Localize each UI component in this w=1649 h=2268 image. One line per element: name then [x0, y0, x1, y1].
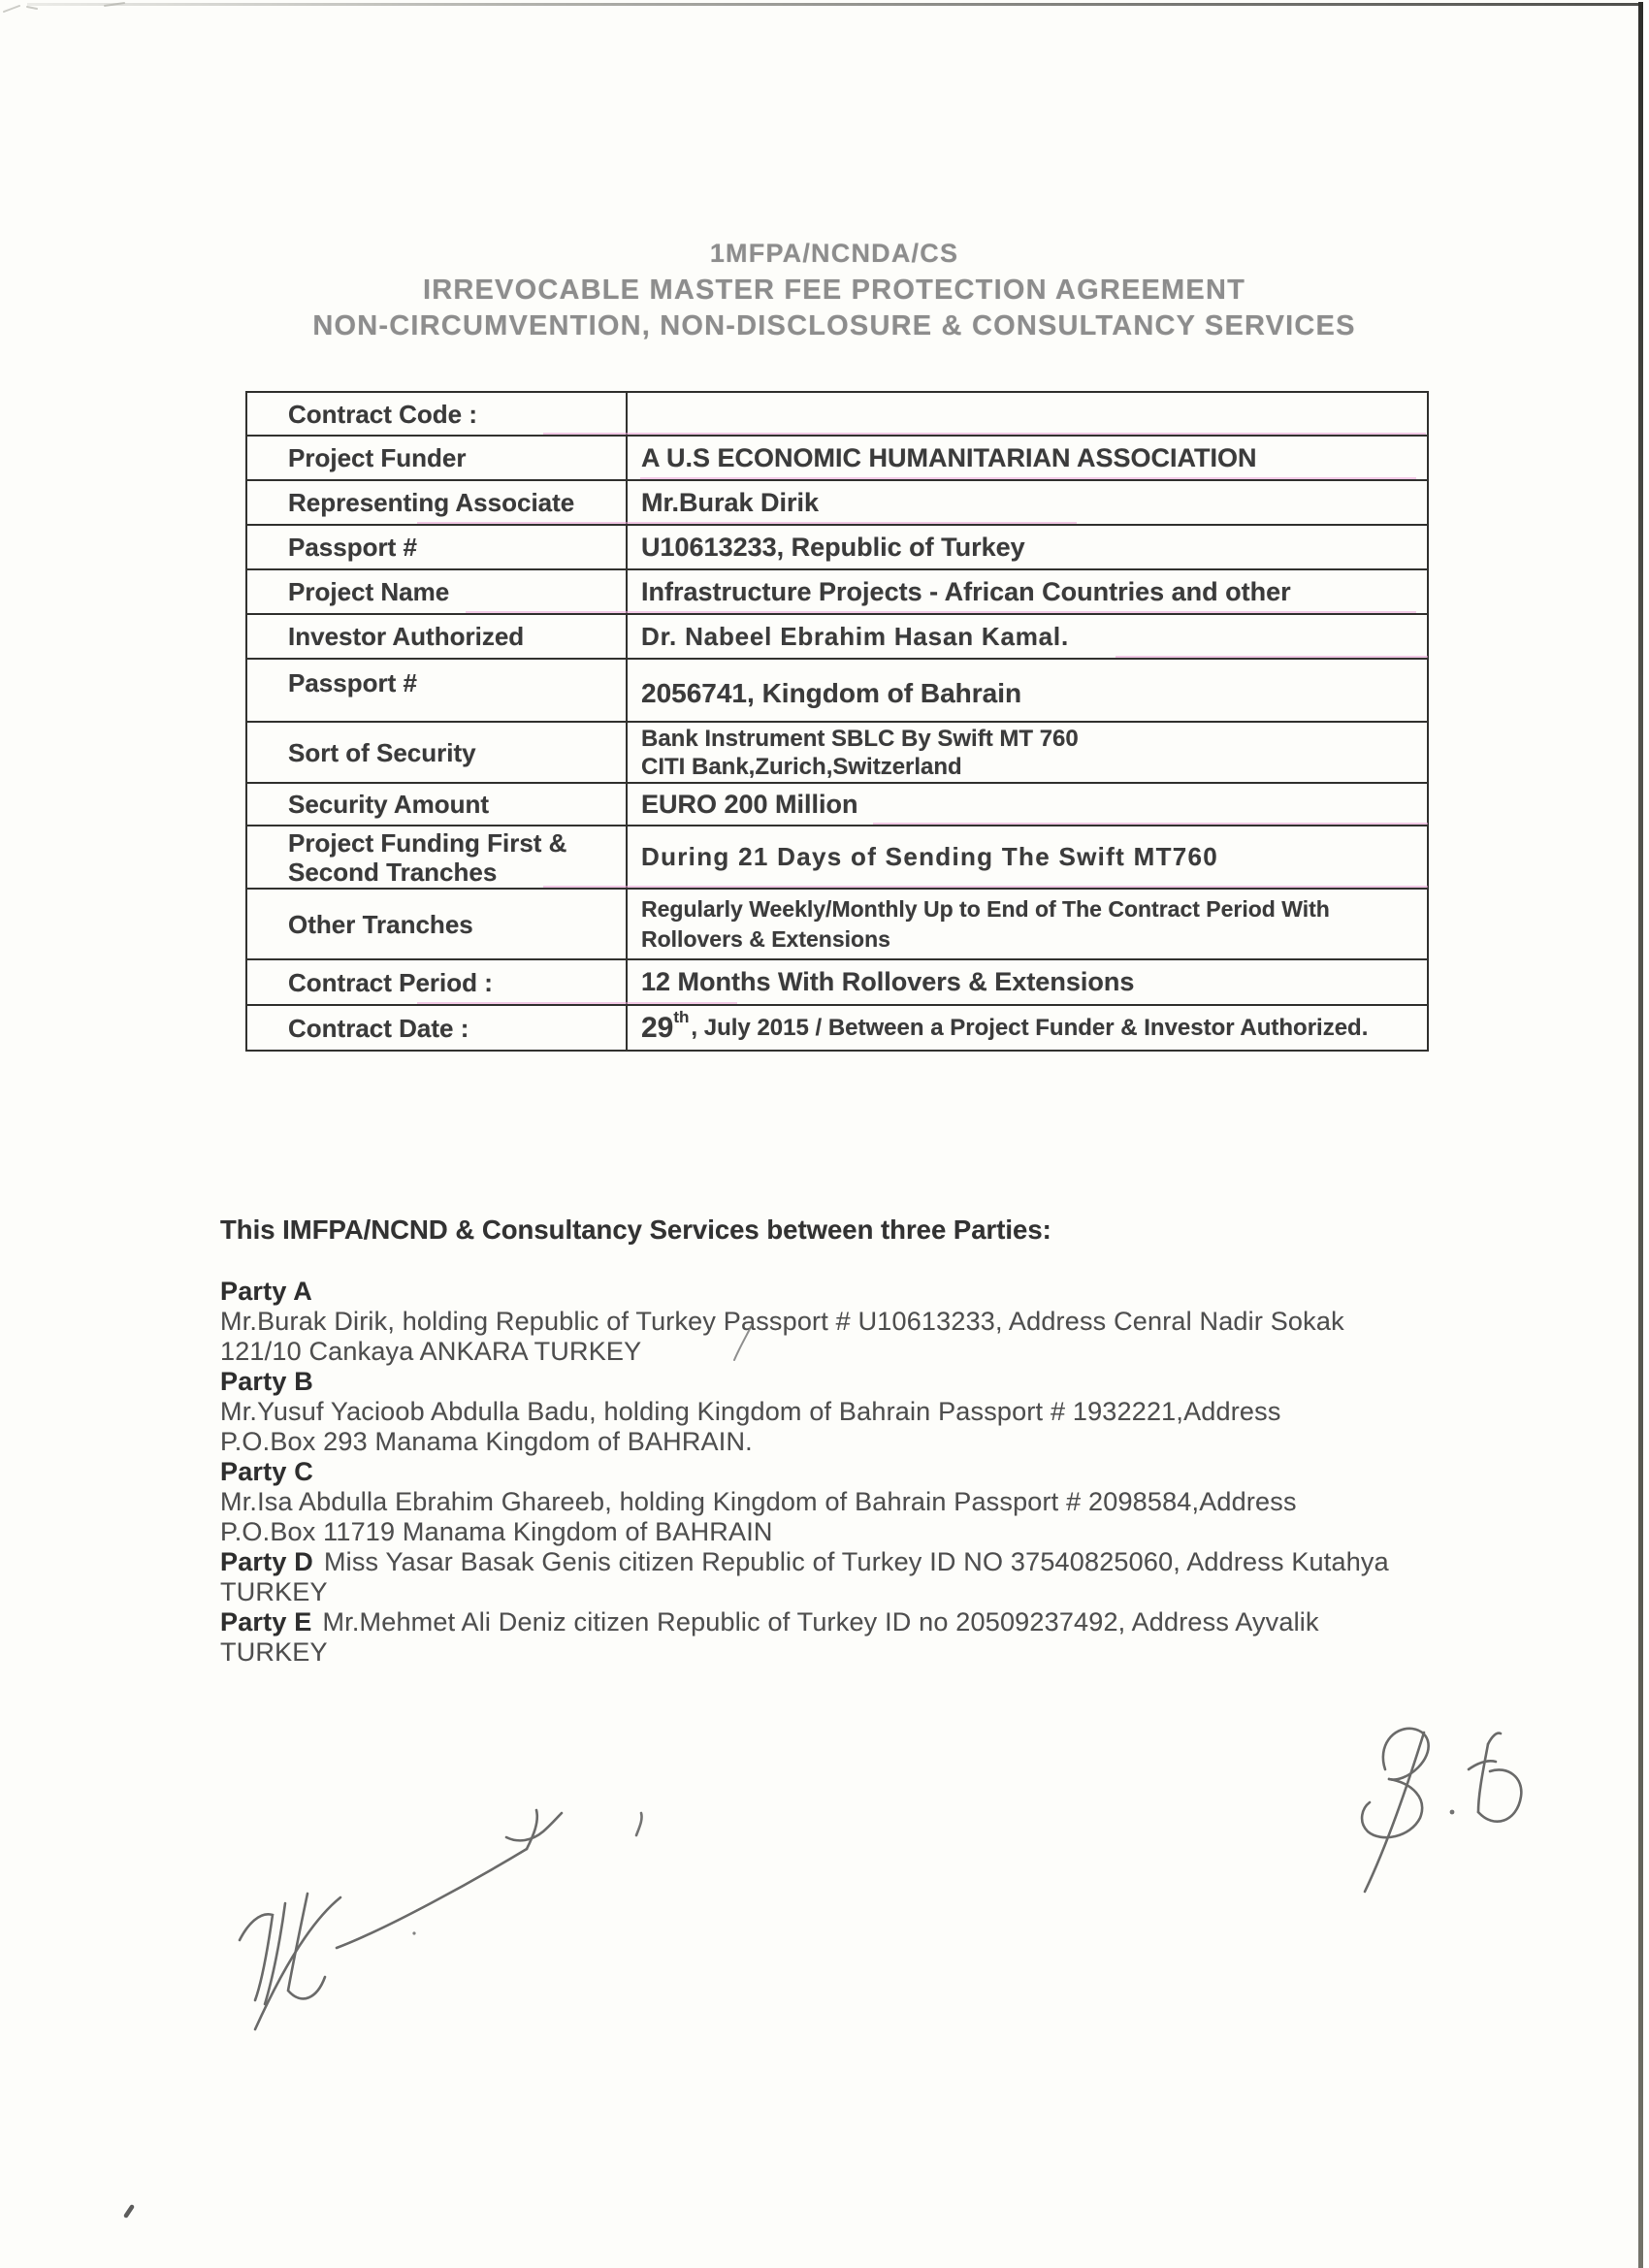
document-subtitle: NON-CIRCUMVENTION, NON-DISCLOSURE & CONSULTANCY SERVICES — [312, 310, 1356, 341]
party-d-text: Miss Yasar Basak Genis citizen Republic of Turkey ID NO 37540825060, Address Kutahya — [323, 1547, 1389, 1576]
party-c-line1: Mr.Isa Abdulla Ebrahim Ghareeb, holding Kingdom of Bahrain Passport # 2098584,Address — [220, 1487, 1297, 1516]
party-b-label: Party B — [220, 1367, 313, 1396]
contract-date-day: 29 — [641, 1011, 674, 1044]
row-label: Contract Code : — [247, 393, 628, 435]
party-b-line2: P.O.Box 293 Manama Kingdom of BAHRAIN. — [220, 1427, 753, 1456]
row-value — [628, 890, 1427, 958]
row-label: Contract Date : — [247, 1006, 628, 1050]
row-value-line2: Rollovers & Extensions — [641, 925, 890, 952]
row-value-line1: Bank Instrument SBLC By Swift MT 760 — [641, 725, 1079, 752]
contract-date-rest: , July 2015 / Between a Project Funder & Investor Authorized. — [691, 1014, 1369, 1041]
table-row — [247, 1006, 1427, 1050]
row-label: Representing Associate — [247, 481, 628, 524]
row-label: Passport # — [247, 660, 628, 721]
row-label-line2: Second Tranches — [288, 857, 498, 887]
row-value-line2: CITI Bank,Zurich,Switzerland — [641, 753, 962, 780]
row-value: During 21 Days of Sending The Swift MT760 — [641, 842, 1219, 871]
row-value: Dr. Nabeel Ebrahim Hasan Kamal. — [641, 621, 1069, 651]
table-row — [247, 615, 1427, 660]
document-title: IRREVOCABLE MASTER FEE PROTECTION AGREEMENT — [422, 275, 1246, 306]
row-label: Project Name — [247, 570, 628, 613]
party-a-line2: 121/10 Cankaya ANKARA TURKEY — [220, 1337, 642, 1366]
party-d-line1 — [220, 1547, 1462, 1577]
row-value: 12 Months With Rollovers & Extensions — [641, 967, 1135, 996]
bottom-speck — [126, 2207, 132, 2216]
table-row — [247, 826, 1427, 890]
party-d-line2: TURKEY — [220, 1577, 328, 1606]
stray-tick-mark — [636, 1813, 642, 1835]
table-row — [247, 784, 1427, 826]
row-value — [628, 1006, 1427, 1050]
row-value: Mr.Burak Dirik — [641, 487, 820, 517]
parties-list — [220, 1277, 1462, 1668]
row-label-line1: Project Funding First & — [288, 827, 567, 858]
row-label: Passport # — [247, 526, 628, 568]
party-b-line1: Mr.Yusuf Yacioob Abdulla Badu, holding Kingdom of Bahrain Passport # 1932221,Address — [220, 1397, 1281, 1426]
party-e-line2: TURKEY — [220, 1637, 328, 1667]
document-code-heading: 1MFPA/NCNDA/CS — [709, 239, 959, 268]
party-e-text: Mr.Mehmet Ali Deniz citizen Republic of Turkey ID no 20509237492, Address Ayvalik — [322, 1607, 1319, 1636]
party-a-line1: Mr.Burak Dirik, holding Republic of Turkey Passport # U10613233, Address Cenral Nadir Sokak — [220, 1307, 1344, 1336]
scan-edge-top — [27, 3, 1643, 6]
party-e-line1 — [220, 1607, 1462, 1637]
contract-date-ordinal: th — [673, 1007, 690, 1026]
contract-summary-table — [245, 391, 1429, 1052]
row-label: Project Funder — [247, 437, 628, 479]
signature-left-scribble — [240, 1810, 562, 2029]
party-c-label: Party C — [220, 1457, 313, 1486]
table-row — [247, 723, 1427, 784]
row-label: Other Tranches — [247, 890, 628, 958]
table-row — [247, 660, 1427, 723]
row-label: Investor Authorized — [247, 615, 628, 658]
parties-heading: This IMFPA/NCND & Consultancy Services between three Parties: — [220, 1215, 1051, 1245]
row-value: Infrastructure Projects - African Countries and other — [641, 576, 1291, 606]
row-label: Contract Period : — [247, 960, 628, 1004]
row-value — [628, 393, 1427, 435]
row-value: A U.S ECONOMIC HUMANITARIAN ASSOCIATION — [641, 442, 1257, 472]
row-label — [247, 826, 628, 888]
party-d-label: Party D — [220, 1547, 313, 1576]
row-value: EURO 200 Million — [641, 789, 858, 819]
table-row — [247, 960, 1427, 1006]
table-row — [247, 393, 1427, 437]
table-row — [247, 437, 1427, 481]
row-label: Sort of Security — [247, 723, 628, 782]
row-value — [628, 723, 1427, 782]
party-c-line2: P.O.Box 11719 Manama Kingdom of BAHRAIN — [220, 1517, 773, 1546]
row-value-line1: Regularly Weekly/Monthly Up to End of The Contract Period With — [641, 895, 1330, 922]
table-row — [247, 526, 1427, 570]
table-row — [247, 570, 1427, 615]
party-e-label: Party E — [220, 1607, 312, 1636]
row-label: Security Amount — [247, 784, 628, 825]
scan-edge-right-margin — [1643, 0, 1649, 2268]
party-a-label: Party A — [220, 1277, 312, 1306]
signature-bd — [1362, 1729, 1521, 1892]
row-value: U10613233, Republic of Turkey — [641, 532, 1025, 562]
table-row — [247, 890, 1427, 960]
row-value: 2056741, Kingdom of Bahrain — [641, 678, 1022, 708]
table-row — [247, 481, 1427, 526]
